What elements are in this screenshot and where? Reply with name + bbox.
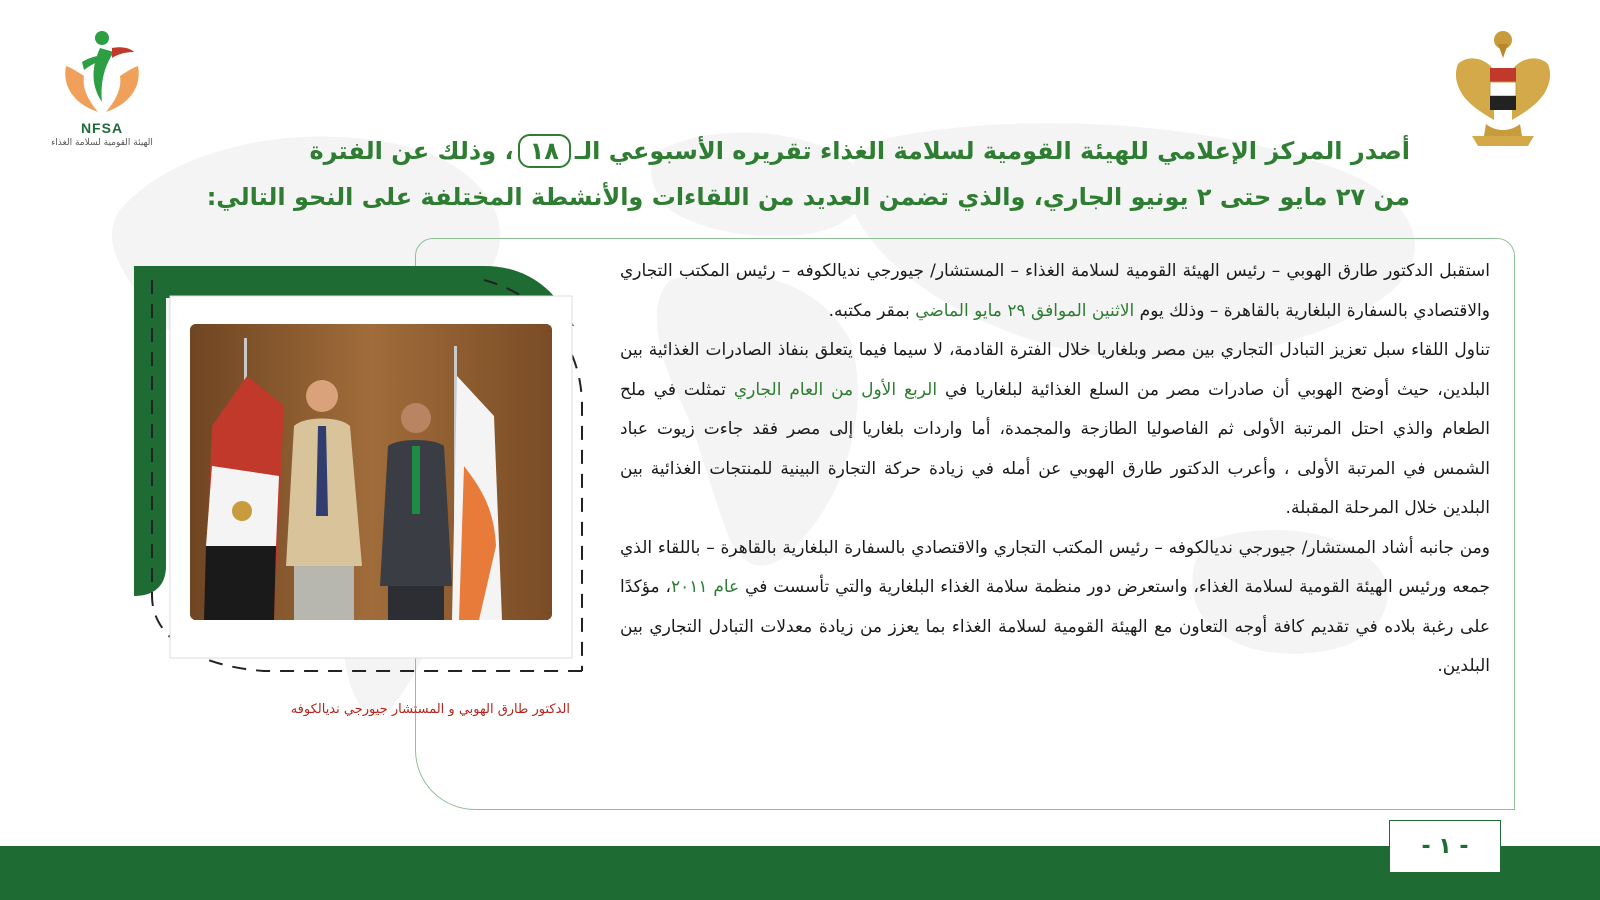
nfsa-hands-person-icon (52, 26, 152, 118)
paragraph-1-highlight: الاثنين الموافق ٢٩ مايو الماضي (915, 300, 1135, 321)
paragraph-1-text-a: استقبل الدكتور طارق الهوبي – رئيس الهيئة القومية لسلامة الغذاء – المستشار/ جيورجي نديالكوفه – رئيس المكتب التجاري والاقتصادي بالسفارة البلغارية بالقاهرة – وذلك يوم (620, 261, 1490, 321)
title-line1-part1: أصدر المركز الإعلامي للهيئة القومية لسلامة الغذاء تقريره الأسبوعي الـ (574, 137, 1410, 165)
report-number-badge: ١٨ (518, 134, 571, 168)
nfsa-abbr: NFSA (80, 120, 124, 136)
paragraph-3 (620, 529, 1490, 687)
paragraph-3-highlight: عام ٢٠١١ (670, 577, 740, 597)
paragraph-1 (620, 252, 1490, 331)
nfsa-name: الهيئة القومية لسلامة الغذاء (51, 138, 153, 148)
paragraph-2-text-b: تمثلت في ملح الطعام والذي احتل المرتبة الأولى ثم الفاصوليا الطازجة والمجمدة، أما واردات بلغاريا إلى مصر فقد جاءت زيوت عباد الشمس في المرتبة الأولى ، وأعرب الدكتور طارق الهوبي عن أمله في زيادة حركة التجارة البينية للمنتجات الغذائية بين البلدين خلال المرحلة المقبلة. (620, 379, 1490, 518)
photo-caption: الدكتور طارق الهوبي و المستشار جيورجي نديالكوفه (290, 702, 570, 717)
report-title (150, 128, 1410, 220)
paragraph-2 (620, 331, 1490, 529)
nfsa-logo (42, 26, 162, 166)
page-number: - ١ - (1389, 820, 1501, 873)
paragraph-2-highlight: الربع الأول من العام الجاري (733, 379, 938, 400)
title-line-2: من ٢٧ مايو حتى ٢ يونيو الجاري، والذي تضمن العديد من اللقاءات والأنشطة المختلفة على النحو التالي: (206, 183, 1410, 211)
paragraph-2-text-a: تناول اللقاء سبل تعزيز التبادل التجاري بين مصر وبلغاريا خلال الفترة القادمة، لا سيما فيما يتعلق بنفاذ الصادرات الغذائية بين البلدين، حيث أوضح الهوبي أن صادرات مصر من السلع الغذائية لبلغاريا في (620, 340, 1490, 400)
meeting-photo (134, 266, 584, 686)
egypt-eagle-emblem (1448, 24, 1558, 154)
footer-bar (0, 846, 1600, 900)
article-body (620, 252, 1490, 687)
title-line-1 (150, 128, 1410, 174)
paragraph-1-text-b: بمقر مكتبه. (828, 300, 916, 321)
title-line1-part2: ، وذلك عن الفترة (309, 137, 514, 165)
eagle-icon (1448, 24, 1558, 154)
paragraph-3-text-a: ومن جانبه أشاد المستشار/ جيورجي نديالكوفه – رئيس المكتب التجاري والاقتصادي بالسفارة البلغارية بالقاهرة – باللقاء الذي جمعه ورئيس الهيئة القومية لسلامة الغذاء، واستعرض دور منظمة سلامة الغذاء البلغارية والتي تأسست في (620, 537, 1490, 597)
photo-frame (134, 266, 584, 686)
paragraph-3-text-b: ، مؤكدًا على رغبة بلاده في تقديم كافة أوجه التعاون مع الهيئة القومية لسلامة الغذاء بما يعزز من زيادة معدلات التبادل التجاري بين البلدين. (620, 577, 1490, 676)
